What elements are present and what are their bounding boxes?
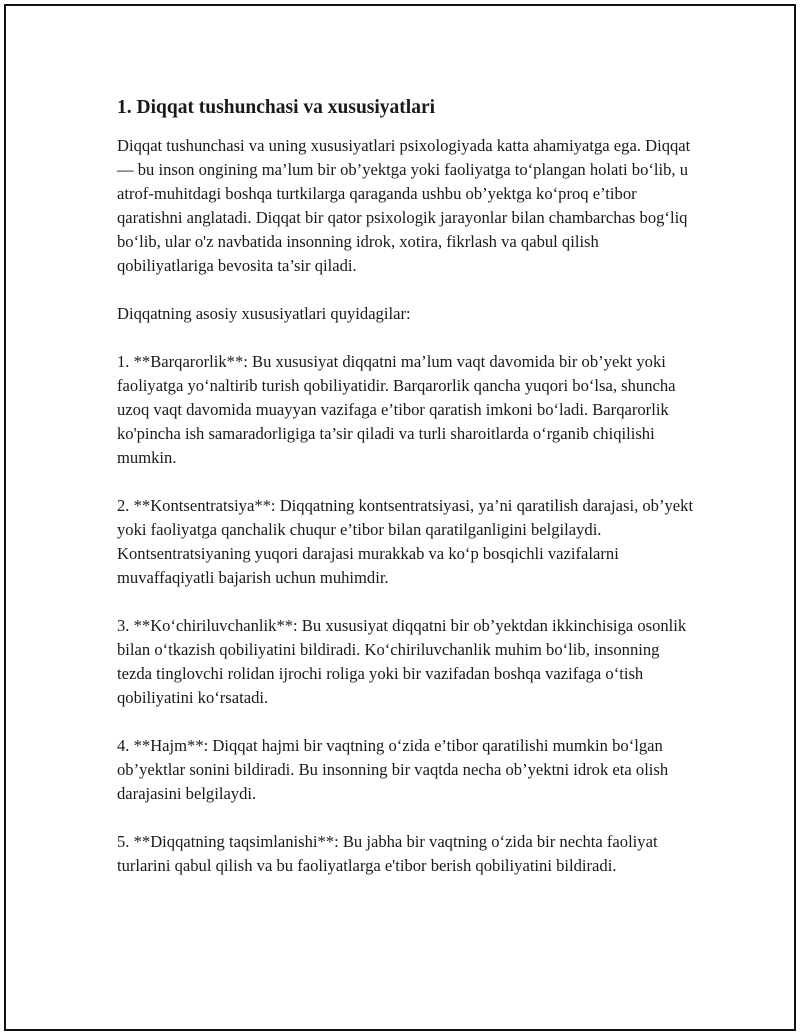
property-concentration-paragraph: 2. **Kontsentratsiya**: Diqqatning kontsentratsiyasi, ya’ni qaratilish darajasi, ob’yekt yoki faoliyatga qanchalik chuqur e’tibor bilan qaratilganligini belgilaydi. Kontsentratsiyaning yuqori darajasi murakkab va ko‘p bosqichli vazifalarni muvaffaqiyatli bajarish uchun muhimdir. <box>117 496 694 587</box>
property-switchability-paragraph: 3. **Ko‘chiriluvchanlik**: Bu xususiyat diqqatni bir ob’yektdan ikkinchisiga osonlik bilan o‘tkazish qobiliyatini bildiradi. Ko‘chiriluvchanlik muhim bo‘lib, insonning tezda tinglovchi rolidan ijrochi roliga yoki bir vazifadan boshqa vazifaga o‘tish qobiliyatini ko‘rsatadi. <box>117 616 687 707</box>
property-volume-paragraph: 4. **Hajm**: Diqqat hajmi bir vaqtning o‘zida e’tibor qaratilishi mumkin bo‘lgan ob’yektlar sonini bildiradi. Bu insonning bir vaqtda necha ob’yektni idrok eta olish darajasini belgilaydi. <box>117 736 669 803</box>
property-stability-paragraph: 1. **Barqarorlik**: Bu xususiyat diqqatni ma’lum vaqt davomida bir ob’yekt yoki faoliyatga yo‘naltirib turish qobiliyatidir. Barqarorlik qancha yuqori bo‘lsa, shuncha uzoq vaqt davomida muayyan vazifaga e’tibor qaratish imkoni bo‘ladi. Barqarorlik ko'pincha ish samaradorligiga ta’sir qiladi va turli sharoitlarda o‘rganib chiqilishi mumkin. <box>117 352 676 467</box>
document-body <box>117 96 697 902</box>
property-distribution-paragraph: 5. **Diqqatning taqsimlanishi**: Bu jabha bir vaqtning o‘zida bir nechta faoliyat turlarini qabul qilish va bu faoliyatlarga e'tibor berish qobiliyatini bildiradi. <box>117 832 658 875</box>
section-heading: 1. Diqqat tushunchasi va xususiyatlari <box>117 97 436 118</box>
properties-intro-paragraph: Diqqatning asosiy xususiyatlari quyidagilar: <box>117 304 411 323</box>
intro-paragraph: Diqqat tushunchasi va uning xususiyatlari psixologiyada katta ahamiyatga ega. Diqqat — bu inson ongining ma’lum bir ob’yektga yoki faoliyatga to‘plangan holati bo‘lib, u atrof-muhitdagi boshqa turtkilarga qaraganda ushbu ob’yektga ko‘proq e’tibor qaratishni anglatadi. Diqqat bir qator psixologik jarayonlar bilan chambarchas bog‘liq bo‘lib, ular o'z navbatida insonning idrok, xotira, fikrlash va qabul qilish qobiliyatlariga bevosita ta’sir qiladi. <box>117 136 691 275</box>
